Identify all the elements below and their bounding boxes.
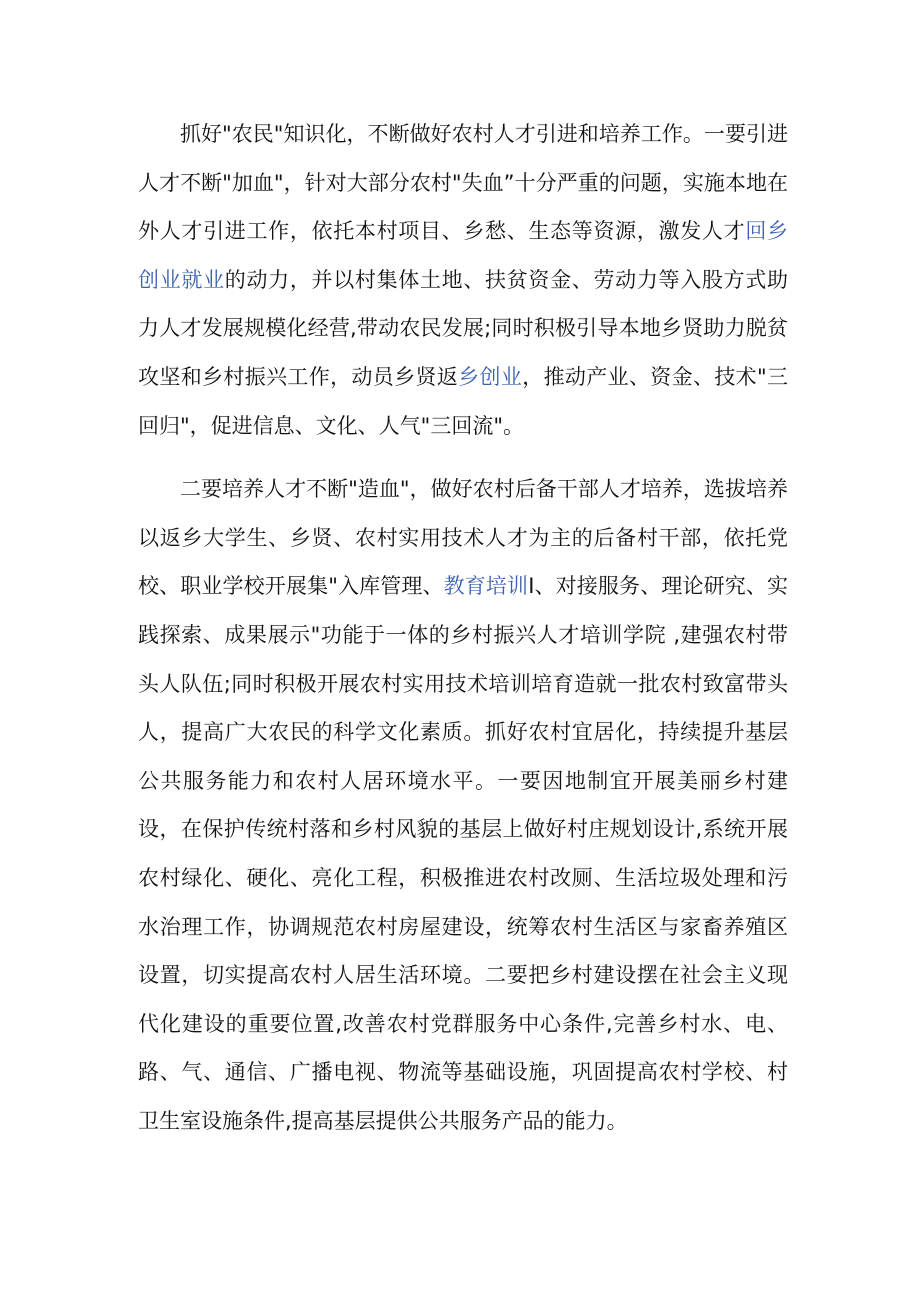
document-body <box>138 110 788 1160</box>
paragraph-2-text-2: I、对接服务、理论研究、实践探索、成果展示"功能于一体的乡村振兴人才培训学院 ,建强农村带头人队伍;同时积极开展农村实用技术培训培育造就一批农村致富带头人，提高广大农民的科学文化素质。抓好农村宜居化，持续提升基层公共服务能力和农村人居环境水平。一要因地制宜开展美丽乡村建设，在保护传统村落和乡村风貌的基层上做好村庄规划设计,系统开展农村绿化、硬化、亮化工程，积极推进农村改厕、生活垃圾处理和污水治理工作，协调规范农村房屋建设，统筹农村生活区与家畜养殖区设置，切实提高农村人居生活环境。二要把乡村建设摆在社会主义现代化建设的重要位置,改善农村党群服务中心条件,完善乡村水、电、路、气、通信、广播电视、物流等基础设施，巩固提高农村学校、村卫生室设施条件,提高基层提供公共服务产品的能力。 <box>138 574 788 1133</box>
paragraph-1 <box>138 110 788 450</box>
paragraph-1-text-1: 抓好"农民"知识化，不断做好农村人才引进和培养工作。一要引进人才不断"加血"，针对大部分农村"失血”十分严重的问题，实施本地在外人才引进工作，依托本村项目、乡愁、生态等资源，激发人才 <box>138 122 788 244</box>
link-return-home-entrepreneurship[interactable]: 回乡创业就业 <box>138 219 789 292</box>
paragraph-2 <box>138 465 788 1145</box>
link-education-training[interactable]: 教育培训 <box>443 574 529 599</box>
paragraph-1-text-3: ，推动产业、资金、技术"三回归"，促进信息、文化、人气"三回流"。 <box>138 364 789 438</box>
link-rural-entrepreneurship[interactable]: 乡创业 <box>458 364 523 389</box>
paragraph-2-text-1: 二要培养人才不断"造血"，做好农村后备干部人才培养，选拔培养以返乡大学生、乡贤、农村实用技术人才为主的后备村干部，依托党校、职业学校开展集"入库管理、 <box>138 477 788 599</box>
paragraph-1-text-2: 的动力，并以村集体土地、扶贫资金、劳动力等入股方式助力人才发展规模化经营,带动农民发展;同时积极引导本地乡贤助力脱贫攻坚和乡村振兴工作，动员乡贤返 <box>138 267 789 389</box>
